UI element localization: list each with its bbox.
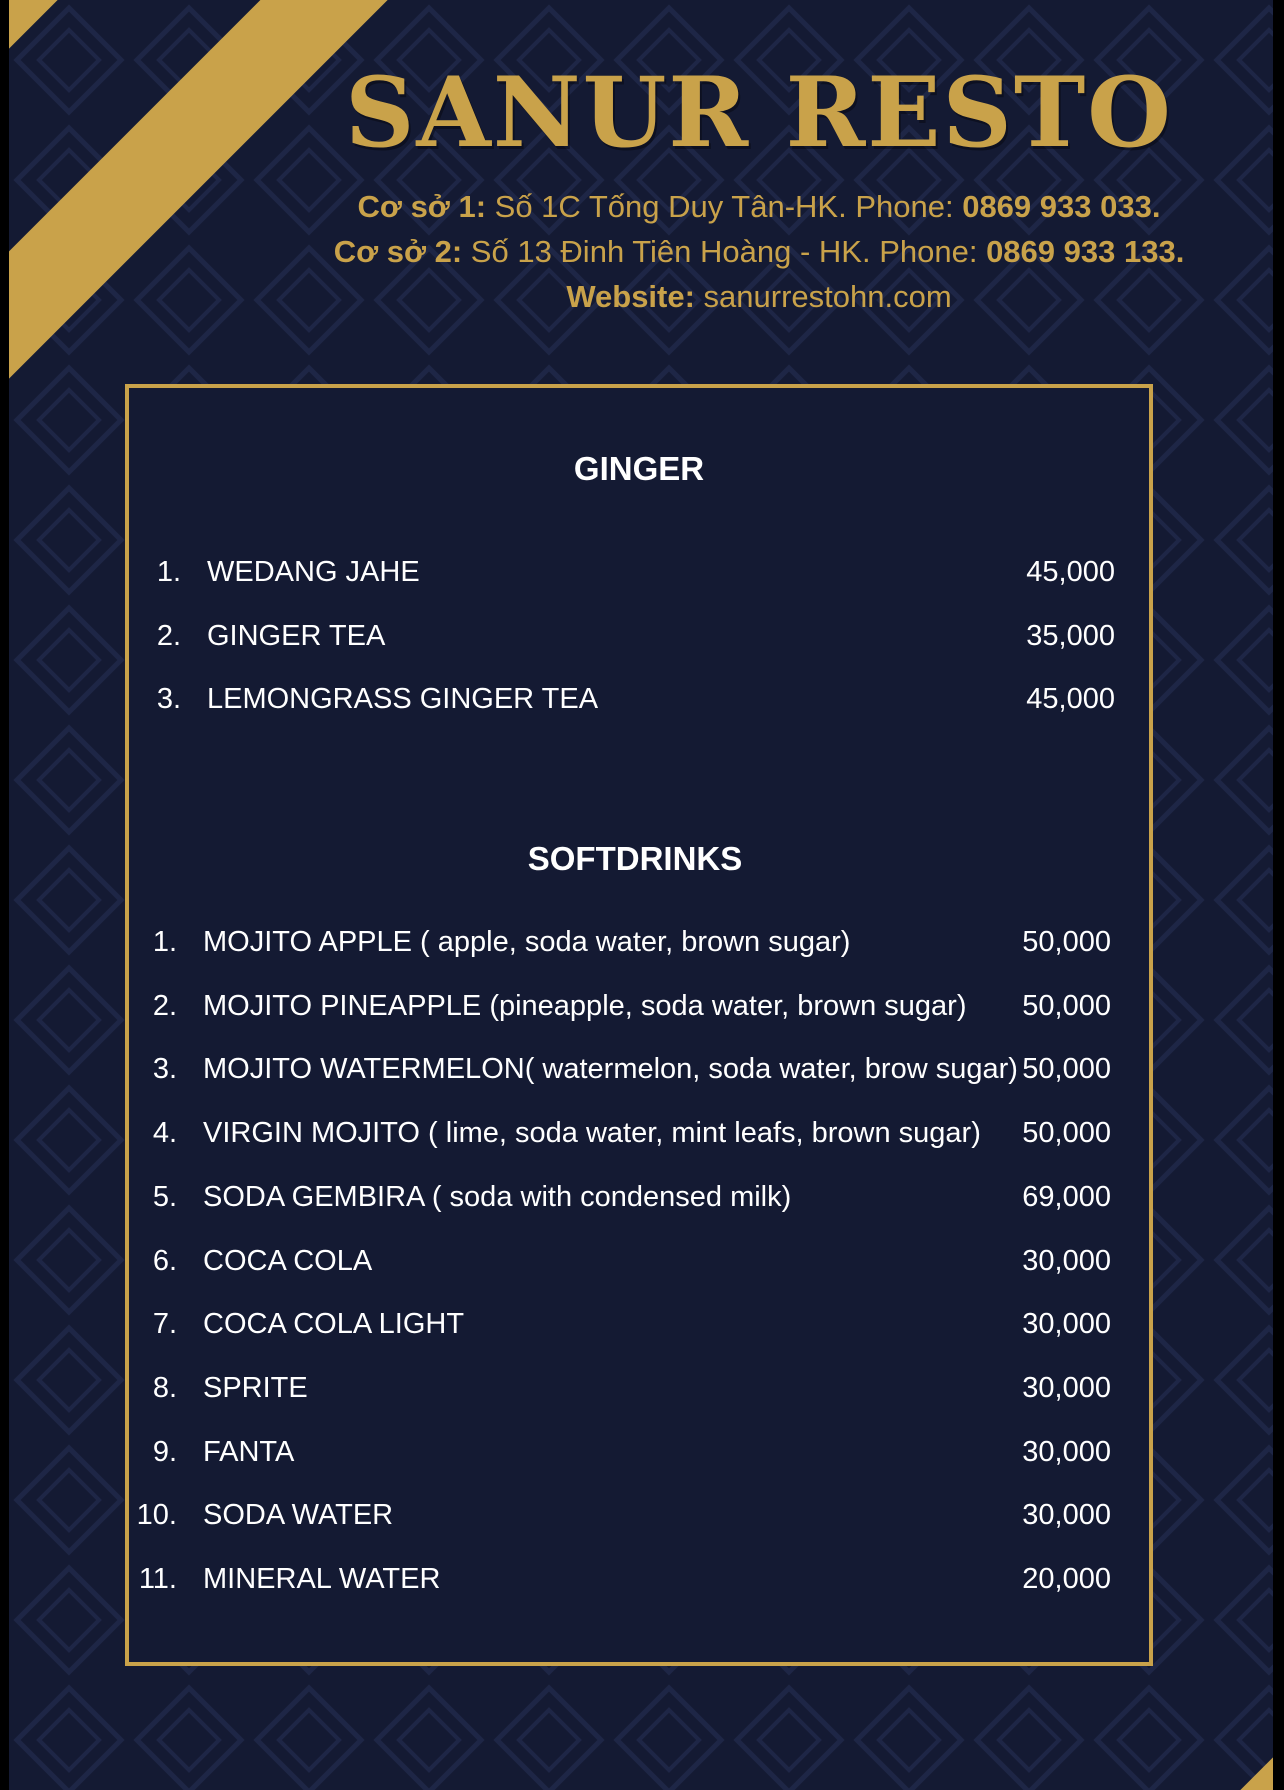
- item-price: 50,000: [1022, 1117, 1111, 1150]
- item-name: LEMONGRASS GINGER TEA: [207, 683, 599, 715]
- item-name: MOJITO APPLE ( apple, soda water, brown sugar): [203, 926, 851, 958]
- menu-item: [129, 1239, 1149, 1283]
- section-title-softdrinks: SOFTDRINKS: [527, 840, 743, 877]
- restaurant-header: [309, 56, 1209, 319]
- menu-item: [129, 920, 1149, 964]
- menu-item: [129, 1366, 1149, 1410]
- item-number: 7.: [152, 1308, 177, 1341]
- menu-item: [129, 1111, 1149, 1155]
- item-price: 30,000: [1022, 1435, 1111, 1468]
- website-info: [309, 274, 1209, 319]
- item-price: 50,000: [1022, 1053, 1111, 1086]
- branch-2-label: Cơ sở 2:: [333, 233, 463, 269]
- item-name: VIRGIN MOJITO ( lime, soda water, mint leafs, brown sugar): [203, 1117, 981, 1150]
- website-label: Website:: [566, 278, 695, 314]
- branch-2-info: [309, 229, 1209, 274]
- item-name: GINGER TEA: [207, 619, 386, 652]
- item-price: 50,000: [1022, 926, 1111, 958]
- item-number: 5.: [152, 1180, 177, 1213]
- item-name: SODA GEMBIRA ( soda with condensed milk): [203, 1180, 792, 1213]
- branch-2-phone: 0869 933 133.: [986, 233, 1185, 269]
- branch-1-label: Cơ sở 1:: [357, 188, 487, 224]
- menu-item: [129, 614, 1149, 658]
- item-number: 2.: [152, 989, 177, 1022]
- item-number: 3.: [156, 683, 181, 715]
- branch-1-address: Số 1C Tống Duy Tân-HK. Phone:: [486, 188, 963, 224]
- item-name: MOJITO WATERMELON( watermelon, soda water, brow sugar): [203, 1053, 1018, 1086]
- item-number: 4.: [152, 1117, 177, 1150]
- item-price: 69,000: [1022, 1180, 1111, 1213]
- menu-frame: [125, 384, 1153, 1666]
- menu-item: [129, 1047, 1149, 1091]
- branch-2-address: Số 13 Đinh Tiên Hoàng - HK. Phone:: [462, 233, 987, 269]
- menu-item: [129, 1557, 1149, 1601]
- menu-item: [129, 1302, 1149, 1346]
- item-price: 30,000: [1022, 1499, 1111, 1532]
- item-price: 30,000: [1022, 1308, 1111, 1341]
- menu-item: [129, 1493, 1149, 1537]
- item-price: 45,000: [1026, 556, 1115, 588]
- item-number: 2.: [156, 619, 181, 652]
- item-name: SPRITE: [203, 1371, 308, 1404]
- item-number: 8.: [152, 1371, 177, 1404]
- menu-item: [129, 677, 1149, 721]
- menu-item: [129, 984, 1149, 1028]
- item-price: 30,000: [1022, 1244, 1111, 1277]
- item-price: 35,000: [1026, 619, 1115, 652]
- item-price: 45,000: [1026, 683, 1115, 715]
- item-number: 1.: [156, 556, 181, 588]
- branch-1-info: [309, 184, 1209, 229]
- website-url: sanurrestohn.com: [694, 278, 952, 314]
- section-title-ginger: GINGER: [573, 450, 705, 487]
- item-number: 9.: [152, 1435, 177, 1468]
- item-number: 10.: [136, 1499, 177, 1532]
- item-number: 3.: [152, 1053, 177, 1086]
- menu-item: [129, 550, 1149, 594]
- item-name: FANTA: [203, 1435, 295, 1468]
- item-name: MINERAL WATER: [203, 1563, 441, 1595]
- item-price: 20,000: [1022, 1563, 1111, 1595]
- item-number: 6.: [152, 1244, 177, 1277]
- menu-item: [129, 1175, 1149, 1219]
- item-price: 50,000: [1022, 989, 1111, 1022]
- item-name: COCA COLA: [203, 1244, 373, 1277]
- item-name: WEDANG JAHE: [207, 556, 420, 588]
- menu-page: [9, 0, 1273, 1790]
- item-name: MOJITO PINEAPPLE (pineapple, soda water, brown sugar): [203, 989, 967, 1022]
- item-name: COCA COLA LIGHT: [203, 1308, 465, 1341]
- item-number: 11.: [138, 1563, 177, 1595]
- item-price: 30,000: [1022, 1371, 1111, 1404]
- item-number: 1.: [152, 926, 177, 958]
- item-name: SODA WATER: [203, 1499, 394, 1532]
- branch-1-phone: 0869 933 033.: [962, 188, 1161, 224]
- restaurant-name: SANUR RESTO: [345, 56, 1173, 169]
- menu-item: [129, 1430, 1149, 1474]
